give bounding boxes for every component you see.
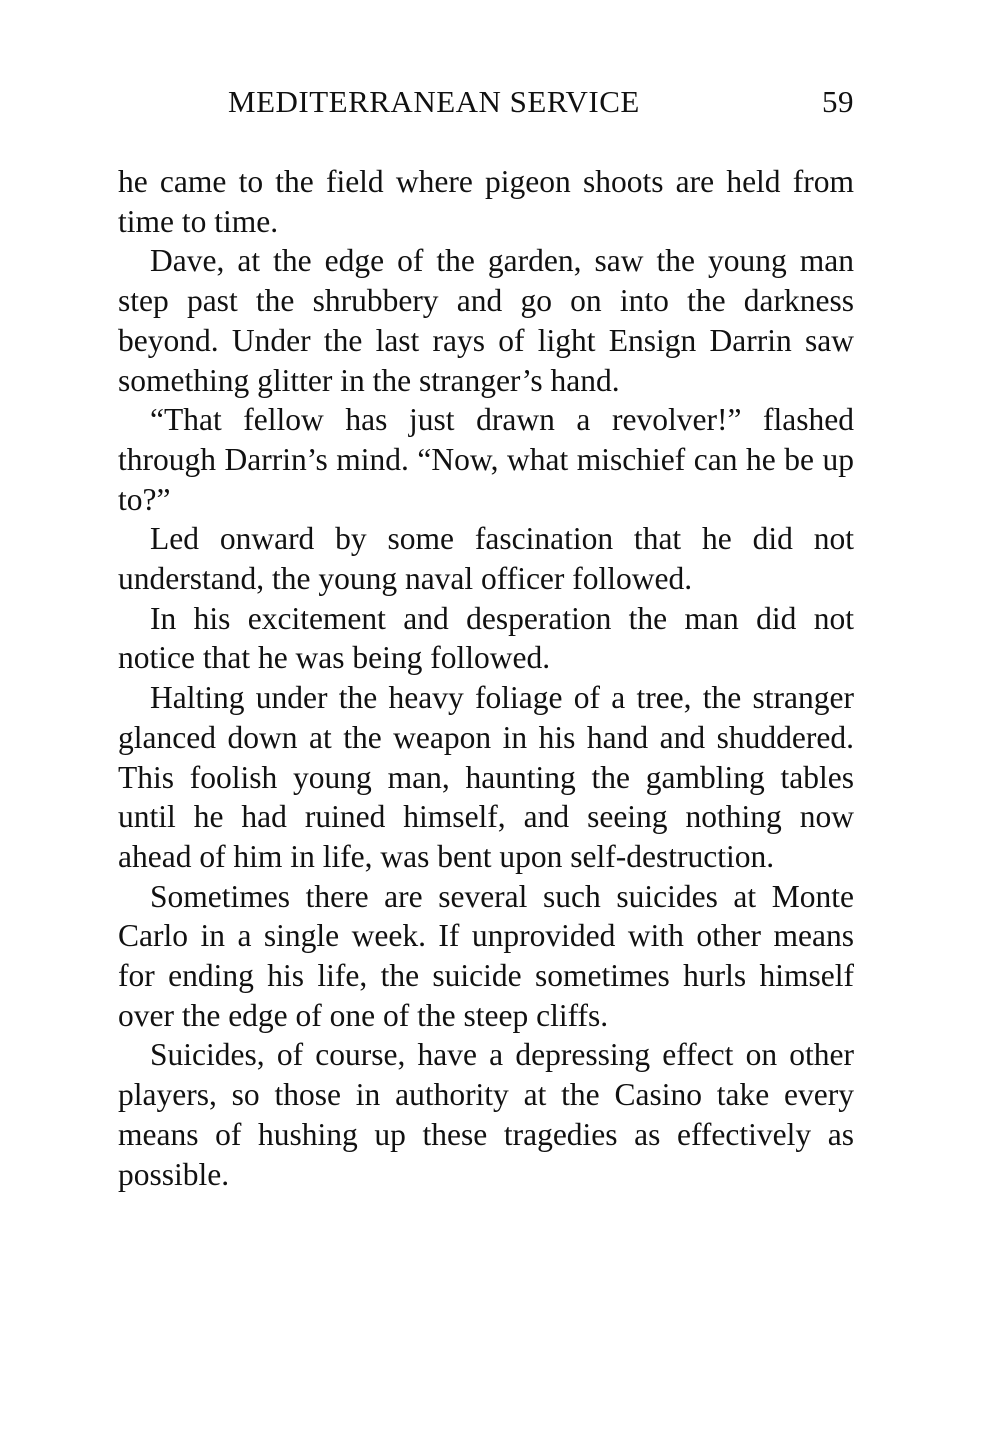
paragraph: Halting under the heavy foliage of a tree, the stranger glanced down at the weapon in his hand and shuddered. This foolish young man, haunting the gambling tables until he had ruined himself, and seeing nothing now ahead of him in life, was bent upon self-destruction. bbox=[118, 680, 854, 874]
page-number: 59 bbox=[822, 84, 854, 119]
paragraph: In his excitement and desperation the man did not notice that he was being followed. bbox=[118, 600, 854, 676]
running-head bbox=[118, 82, 854, 122]
paragraph: Dave, at the edge of the garden, saw the young man step past the shrubbery and go on into the darkness beyond. Under the last rays of light Ensign Darrin saw something glitter in the stranger’s hand. bbox=[118, 243, 854, 398]
paragraph: Led onward by some fascination that he did not understand, the young naval officer followed. bbox=[118, 521, 854, 597]
running-title: MEDITERRANEAN SERVICE bbox=[228, 84, 640, 119]
paragraph: Sometimes there are several such suicides at Monte Carlo in a single week. If unprovided with other means for ending his life, the suicide sometimes hurls himself over the edge of one of the steep cliffs. bbox=[118, 878, 854, 1033]
body-text bbox=[118, 162, 854, 1194]
paragraph-continuation: he came to the field where pigeon shoots are held from time to time. bbox=[118, 164, 854, 239]
paragraph: “That fellow has just drawn a revolver!” flashed through Darrin’s mind. “Now, what mischief can he be up to?” bbox=[118, 402, 854, 517]
paragraph: Suicides, of course, have a depressing effect on other players, so those in authority at the Casino take every means of hushing up these tragedies as effectively as possible. bbox=[118, 1037, 854, 1192]
